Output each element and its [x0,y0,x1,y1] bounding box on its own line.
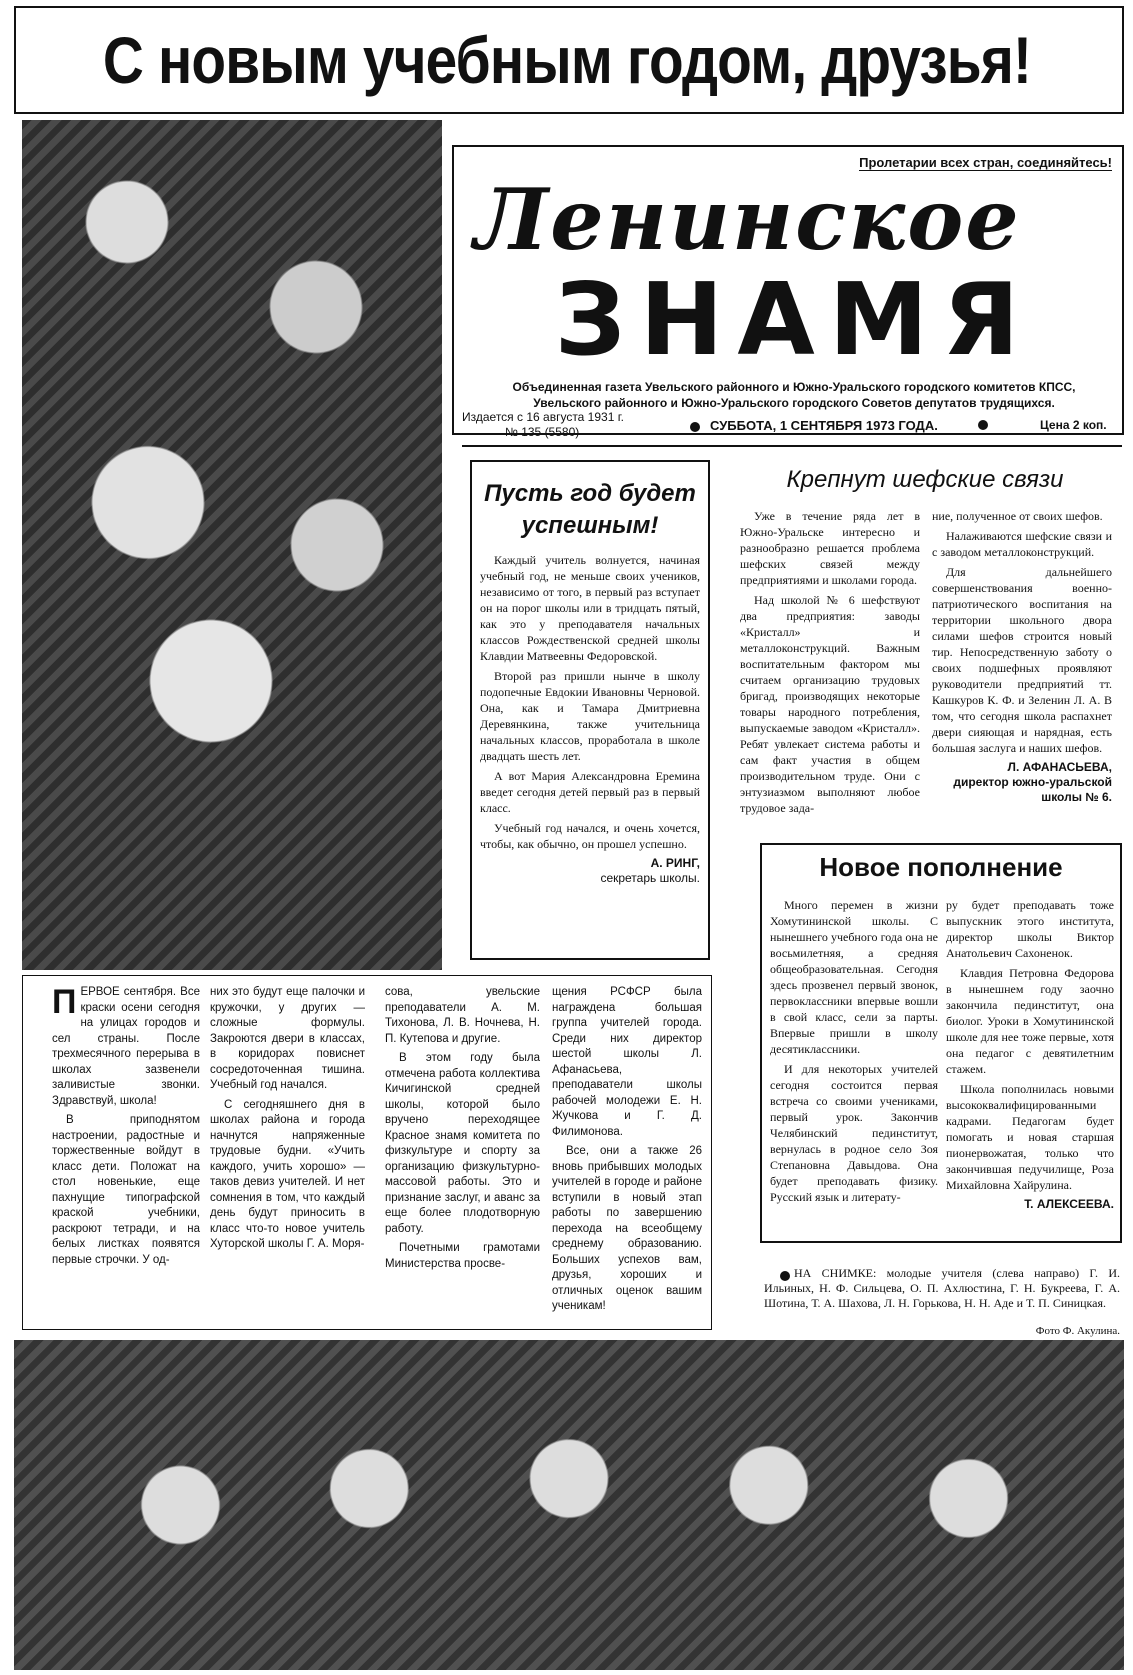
article-patron-col1 [740,508,920,820]
signature-name: А. РИНГ, [650,856,700,870]
lead-col1 [52,985,200,1272]
lead-col2 [210,985,365,1257]
signature-role: директор южно-уральской школы № 6. [953,775,1112,804]
paragraph: ру будет преподавать тоже выпускник этого института, директор школы Виктор Анатольевич Сахоненок. [946,898,1114,960]
photo-credit: Фото Ф. Акулина. [1035,1325,1120,1337]
masthead-subtitle [484,379,1104,411]
issue-date: СУББОТА, 1 СЕНТЯБРЯ 1973 ГОДА. [710,418,938,433]
paragraph: ЕРВОЕ сентября. Все краски осени сегодня на улицах городов и сел страны. После трехмесячного перерыва в школах зазвенели заливистые звонки. Здравствуй, школа! [52,986,200,1107]
paragraph: В приподнятом настроении, радостные и торжественные войдут в класс дети. Положат на стол новенькие, еще пахнущие типографской краской учебники, раскроют тетради, и на белых листках появятся первые строчки. У од- [52,1114,200,1266]
paragraph: ние, полученное от своих шефов. [932,509,1103,523]
bullet-icon [690,422,700,432]
signature-role: секретарь школы. [600,871,700,885]
masthead-subtitle-2: Увельского районного и Южно-Уральского городского Советов депутатов трудящихся. [533,396,1055,410]
children-photo [22,120,442,970]
paragraph: И для некоторых учителей сегодня состоится первая встреча со своими учениками, первый урок. Закончив Челябинский пединститут, вернулась в родное село Зоя Степановна Давыдова. Она будет преподавать физику. Русский язык и литерату- [770,1062,938,1204]
paragraph: Для дальнейшего совершенствования военно-патриотического воспитания на территории школьного двора силами шефов строится новый тир. Непосредственную заботу о своих подшефных проявляют руководители предприятий тт. Кашкуров К. Ф. и Зеленин Л. А. В том, что сегодня школа распахнет двери сияющая и нарядная, есть большая заслуга и наших шефов. [932,565,1112,755]
paragraph: Уже в течение ряда лет в Южно-Уральске интересно и разнообразно решается проблема шефских связей между предприятиями и школами города. [740,509,920,587]
signature-name: Л. АФАНАСЬЕВА, [1007,760,1112,774]
drop-cap: П [52,983,77,1021]
paragraph: сова, увельские преподаватели А. М. Тихонова, Л. В. Ночнева, Н. П. Кутепова и другие. [385,986,540,1045]
paragraph: Клавдия Петровна Федорова в нынешнем году заочно закончила пединститут, она биолог. Уроки в Хомутининской школе для нее тоже первые, хотя она педагог с девятилетним стажем. [946,966,1114,1076]
paragraph: Над школой № 6 шефствуют два предприятия: заводы «Кристалл» и металлоконструкций. Важным воспитательным фактором мы считаем организацию трудовых бригад, производящих некоторые товары народного потребления, выпускаемые заводом «Кристалл». Ребят увлекает система работы и сам факт участия в общем производительном труде. Они с энтузиазмом выполняют любое трудовое зада- [740,593,920,815]
masthead-slogan: Пролетарии всех стран, соединяйтесь! [859,155,1112,170]
issue-since: Издается с 16 августа 1931 г. [462,410,624,424]
paragraph: Учебный год начался, и очень хочется, чтобы, как обычно, он прошел успешно. [480,821,700,851]
paragraph: Почетными грамотами Министерства просве- [385,1242,540,1270]
paragraph: А вот Мария Александровна Еремина введет сегодня детей первый раз в первый класс. [480,769,700,815]
photo-caption: НА СНИМКЕ: молодые учителя (слева направо) Г. И. Ильиных, Н. Ф. Сильцева, О. П. Ахлюстина, Г. Н. Букреева, Г. А. Шотина, Т. А. Шахова, Л. Н. Горькова, Н. Н. Аде и Т. П. Синицкая. [764,1266,1120,1310]
lead-col3 [385,985,540,1276]
paragraph: Второй раз пришли нынче в школу подопечные Евдокии Ивановны Черновой. Она, как и Тамара Дмитриевна Деревянкина, также учительница начальных классов, проработала в школе двадцать шесть лет. [480,669,700,763]
teachers-photo [14,1340,1124,1670]
article-new-title: Новое пополнение [819,852,1063,882]
paragraph: Налаживаются шефские связи и с заводом металлоконструкций. [932,529,1112,559]
article-year-title-1: Пусть год будет [484,480,696,507]
issue-number: № 135 (5580) [505,425,580,439]
page-headline: С новым учебным годом, друзья! [102,23,1032,97]
masthead [452,145,1124,435]
paragraph: них это будут еще палочки и кружочки, у других — сложные формулы. Закроются двери в классах, в коридорах повиснет сосредоточенная тишина. Учебный год начался. [210,986,365,1091]
lead-col4 [552,985,702,1319]
paragraph: Каждый учитель волнуется, начиная учебный год, не меньше своих учеников, независимо от того, в первый раз вступает он на порог школы или в тридцать пятый, как это у преподавателя начальных классов Рождественской средней школы Клавдии Матвеевны Федоровской. [480,553,700,663]
issue-price: Цена 2 коп. [1040,418,1107,432]
article-patron-title: Крепнут шефские связи [786,466,1064,493]
paragraph: В этом году была отмечена работа коллектива Кичигинской средней школы, которой было вручено переходящее Красное знамя комитета по физкультуре и спорту за организацию физкультурно-массовой работы. Это и признание заслуг, и аванс за еще более плодотворную работу. [385,1052,540,1235]
article-year-body [480,552,700,886]
article-year-title-2: успешным! [521,512,659,539]
signature-name: Т. АЛЕКСЕЕВА. [1024,1197,1114,1211]
paragraph: Все, они а также 26 вновь прибывших молодых учителей в городе и районе вступили в новый этап работы по завершению перехода на всеобщему среднему образованию. Больших успехов вам, друзья, хороших и отличных оценок вашим ученикам! [552,1145,702,1312]
paragraph: Школа пополнилась новыми высококвалифицированными кадрами. Педагогам будет помогать и новая старшая пионервожатая, только что закончившая педучилище, Роза Михайловна Хайрулина. [946,1082,1114,1192]
article-patron-col2 [932,508,1112,805]
paragraph: щения РСФСР была награждена большая группа учителей города. Среди них директор шестой школы Л. Афанасьева, преподаватели школы рабочей молодежи Е. Н. Жучкова и Г. Д. Филимонова. [552,986,702,1138]
article-new-col2 [946,897,1114,1212]
bullet-icon [978,420,988,430]
divider [462,445,1122,447]
masthead-subtitle-1: Объединенная газета Увельского районного и Южно-Уральского городского комитетов КПСС, [512,380,1076,394]
masthead-name-line1: Ленинское [474,170,1021,269]
paragraph: Много перемен в жизни Хомутининской школы. С нынешнего учебного года она не восьмилетняя, а средняя общеобразовательная. Сегодня здесь прозвенел первый звонок, первоклассники впервые вошли в свой класс, сели за парты. Впервые пришли в школу десятиклассники. [770,898,938,1056]
article-year-title [475,478,705,542]
article-new-col1 [770,897,938,1209]
masthead-name-line2: ЗНАМЯ [554,261,1034,378]
paragraph: С сегодняшнего дня в школах района и города начнутся напряженные трудовые будни. «Учить каждого, учить хорошо» — таков девиз учителей. И нет сомнения в том, что каждый день будут приносить в класс что-то новое учитель Хуторской школы Г. А. Моря- [210,1098,365,1250]
